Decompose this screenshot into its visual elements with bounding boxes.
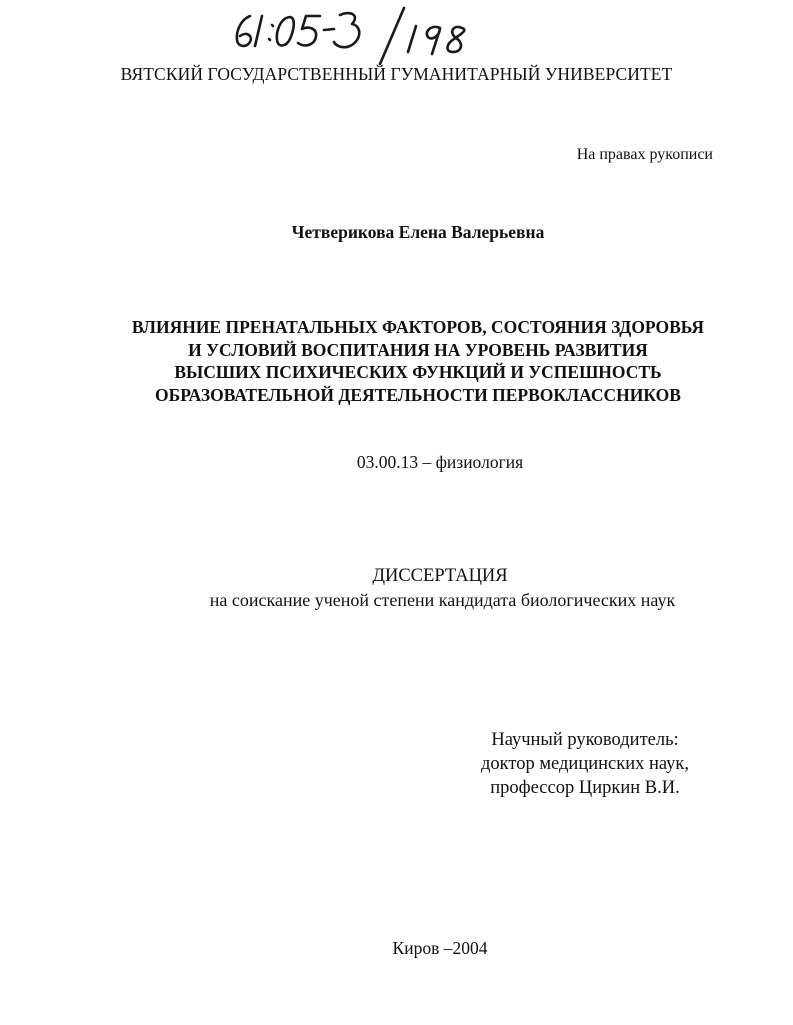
supervisor-block (440, 728, 730, 800)
document-type: ДИССЕРТАЦИЯ (372, 566, 508, 586)
title-line: ВЫСШИХ ПСИХИЧЕСКИХ ФУНКЦИЙ И УСПЕШНОСТЬ (174, 362, 662, 382)
title-line: ОБРАЗОВАТЕЛЬНОЙ ДЕЯТЕЛЬНОСТИ ПЕРВОКЛАССНИКОВ (155, 384, 681, 405)
author-name: Четверикова Елена Валерьевна (291, 222, 545, 242)
supervisor-label: Научный руководитель: (491, 730, 679, 750)
handwritten-number-drawing (228, 6, 498, 66)
city-and-year: Киров –2004 (392, 938, 488, 958)
handwritten-catalog-number (228, 6, 498, 66)
title-line: ВЛИЯНИЕ ПРЕНАТАЛЬНЫХ ФАКТОРОВ, СОСТОЯНИЯ ЗДОРОВЬЯ (131, 317, 705, 337)
dissertation-title (100, 316, 736, 406)
supervisor-degree: доктор медицинских наук, (480, 754, 690, 774)
specialty-code: 03.00.13 – физиология (356, 452, 524, 472)
degree-purpose: на соискание ученой степени кандидата биологических наук (209, 590, 676, 610)
supervisor-name: профессор Циркин В.И. (490, 778, 680, 798)
title-line: И УСЛОВИЙ ВОСПИТАНИЯ НА УРОВЕНЬ РАЗВИТИЯ (188, 339, 648, 360)
university-name: ВЯТСКИЙ ГОСУДАРСТВЕННЫЙ ГУМАНИТАРНЫЙ УНИВЕРСИТЕТ (120, 64, 673, 84)
manuscript-rights-note: На правах рукописи (576, 146, 713, 163)
